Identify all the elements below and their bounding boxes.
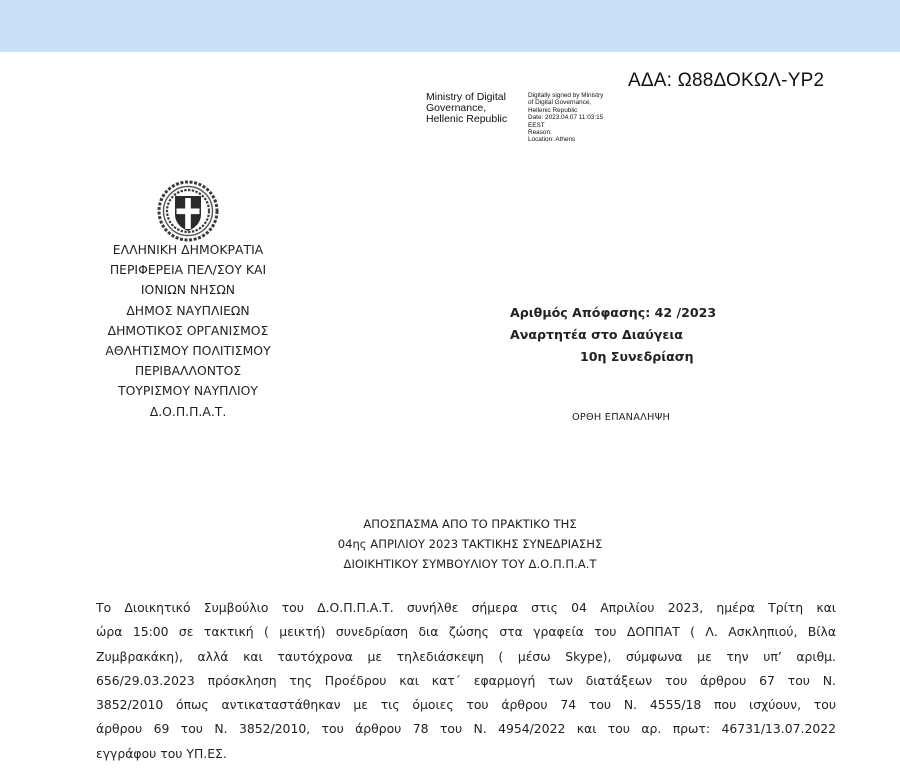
signer-line: Ministry of Digital bbox=[426, 91, 506, 103]
org-line: Δ.Ο.Π.Π.Α.Τ. bbox=[149, 403, 227, 419]
signature-line: Location: Athens bbox=[528, 136, 576, 144]
issuing-organization bbox=[88, 240, 288, 422]
signature-line: Reason: bbox=[528, 129, 552, 137]
heading-line: ΑΠΟΣΠΑΣΜΑ ΑΠΟ ΤΟ ΠΡΑΚΤΙΚΟ ΤΗΣ bbox=[363, 517, 577, 531]
org-line: ΠΕΡΙΒΑΛΛΟΝΤΟΣ bbox=[134, 363, 242, 379]
org-line: ΤΟΥΡΙΣΜΟΥ ΝΑΥΠΛΙΟΥ bbox=[118, 383, 258, 399]
correction-label: ΟΡΘΗ ΕΠΑΝΑΛΗΨΗ bbox=[572, 412, 671, 423]
org-line: ΙΟΝΙΩΝ ΝΗΣΩΝ bbox=[140, 282, 236, 298]
body-line: εγγράφου του ΥΠ.ΕΣ. bbox=[96, 745, 227, 761]
posting-note: Αναρτητέα στο Διαύγεια bbox=[510, 327, 683, 342]
org-line: ΠΕΡΙΦΕΡΕΙΑ ΠΕΛ/ΣΟΥ ΚΑΙ bbox=[109, 262, 267, 278]
body-paragraph bbox=[96, 596, 836, 766]
signature-line: of Digital Governance, bbox=[528, 99, 592, 107]
heading-line: ΔΙΟΙΚΗΤΙΚΟΥ ΣΥΜΒΟΥΛΙΟΥ ΤΟΥ Δ.Ο.Π.Π.Α.Τ bbox=[343, 557, 597, 571]
body-line: 656/29.03.2023 πρόσκληση της Προέδρου και κατ΄ εφαρμογή των διατάξεων του άρθρου 67 του Ν. bbox=[96, 672, 836, 688]
body-line: 3852/2010 όπως αντικαταστάθηκαν με τις όμοιες του άρθρου 74 του Ν. 4555/18 που ισχύουν, του bbox=[96, 697, 836, 713]
hellenic-coat-of-arms-icon bbox=[157, 180, 219, 242]
session-number: 10η Συνεδρίαση bbox=[580, 349, 694, 364]
org-line: ΑΘΛΗΤΙΣΜΟΥ ΠΟΛΙΤΙΣΜΟΥ bbox=[105, 343, 271, 359]
body-line: ώρα 15:00 σε τακτική ( μεικτή) συνεδρίαση δια ζώσης στα γραφεία του ΔΟΠΠΑΤ ( Λ. Ασκληπιού, Βίλα bbox=[96, 624, 836, 640]
ada-code: ΑΔΑ: Ω88ΔΟΚΩΛ-ΥΡ2 bbox=[628, 70, 825, 91]
signer-line: Governance, bbox=[426, 102, 487, 114]
document-heading bbox=[270, 514, 670, 574]
org-line: ΔΗΜΟΤΙΚΟΣ ΟΡΓΑΝΙΣΜΟΣ bbox=[107, 322, 269, 338]
signature-line: Hellenic Republic bbox=[528, 106, 578, 114]
signature-line: EEST bbox=[528, 121, 545, 129]
decision-number: Αριθμός Απόφασης: 42 /2023 bbox=[510, 305, 717, 320]
signature-line: Date: 2023.04.07 11:03:15 bbox=[528, 114, 604, 122]
body-line: Το Διοικητικό Συμβούλιο του Δ.Ο.Π.Π.Α.Τ. συνήλθε σήμερα στις 04 Απριλίου 2023, ημέρα Τρίτη και bbox=[96, 600, 836, 615]
signer-name bbox=[426, 92, 507, 125]
heading-line: 04ης ΑΠΡΙΛΙΟΥ 2023 ΤΑΚΤΙΚΗΣ ΣΥΝΕΔΡΙΑΣΗΣ bbox=[337, 537, 603, 551]
body-line: Ζυμβρακάκη), αλλά και ταυτόχρονα με τηλεδιάσκεψη ( μέσω Skype), σύμφωνα με την υπ’ αριθμ. bbox=[96, 648, 836, 664]
org-line: ΔΗΜΟΣ ΝΑΥΠΛΙΕΩΝ bbox=[126, 302, 250, 318]
signature-details bbox=[528, 92, 603, 144]
body-line: άρθρου 69 του Ν. 3852/2010, του άρθρου 78 του Ν. 4954/2022 και του αρ. πρωτ: 46731/13.07.2022 bbox=[96, 721, 836, 737]
top-band bbox=[0, 0, 900, 52]
org-line: ΕΛΛΗΝΙΚΗ ΔΗΜΟΚΡΑΤΙΑ bbox=[112, 242, 264, 257]
decision-info bbox=[510, 302, 716, 368]
signer-line: Hellenic Republic bbox=[426, 113, 508, 125]
signature-line: Digitally signed by Ministry bbox=[528, 92, 604, 99]
